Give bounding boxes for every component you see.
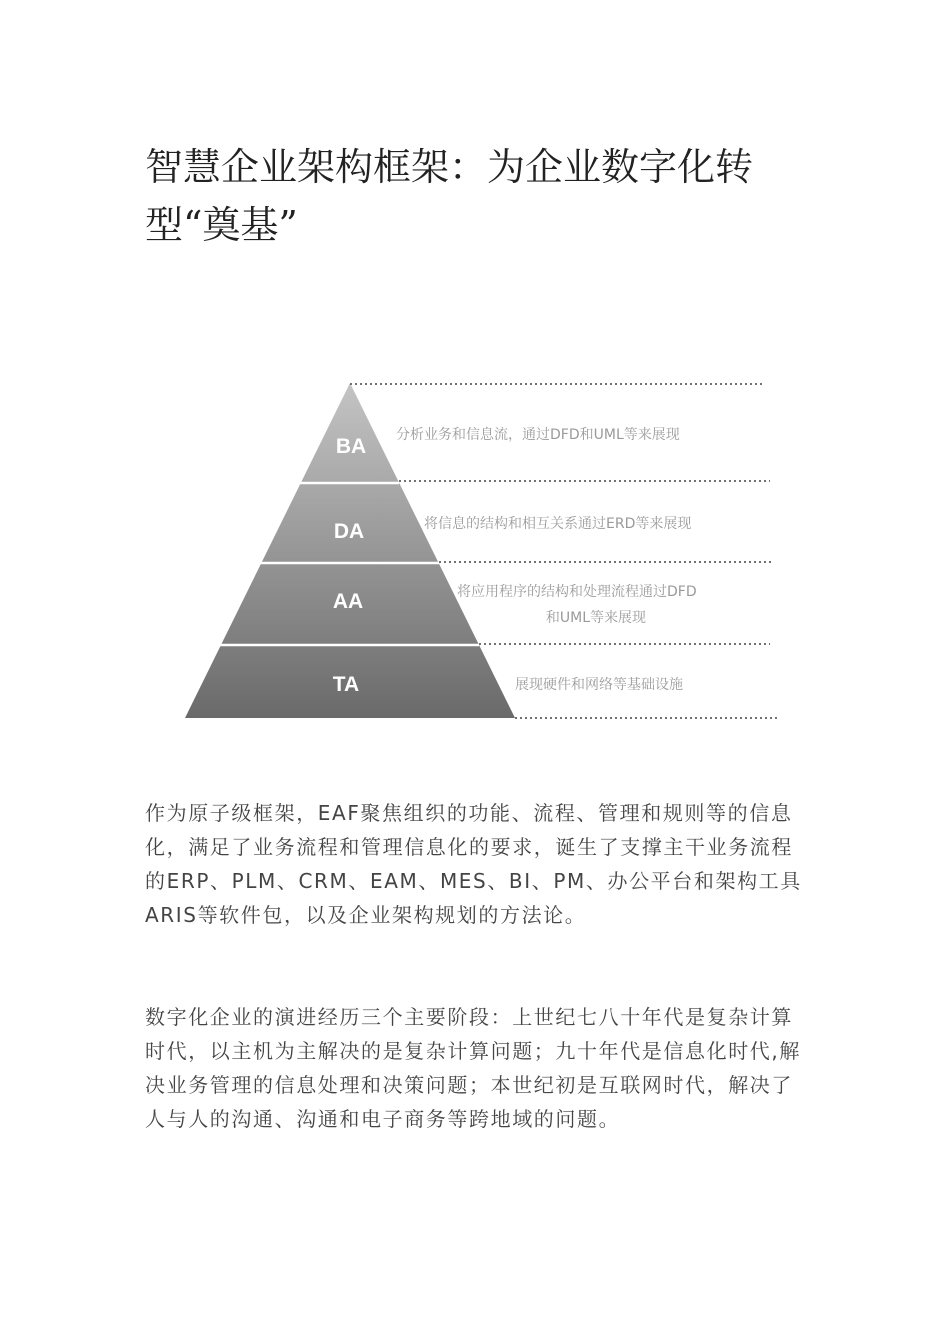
pyramid-diagram xyxy=(170,370,790,730)
page-title: 智慧企业架构框架：为企业数字化转型“奠基” xyxy=(145,145,754,247)
layer-label-ba: BA xyxy=(335,435,367,458)
layer-label-aa: AA xyxy=(332,590,364,613)
layer-label-da: DA xyxy=(333,520,365,543)
layer-description-aa-line-1: 将应用程序的结构和处理流程通过DFD xyxy=(457,584,697,600)
architecture-pyramid-figure xyxy=(170,370,790,730)
layer-description-da: 将信息的结构和相互关系通过ERD等来展现 xyxy=(424,516,692,532)
layer-description-aa-line-2: 和UML等来展现 xyxy=(545,610,647,626)
body-paragraph-1: 作为原子级框架，EAF聚焦组织的功能、流程、管理和规则等的信息化，满足了业务流程和管理信息化的要求，诞生了支撑主干业务流程的ERP、PLM、CRM、EAM、MES、BI、PM、办公平台和架构工具ARIS等软件包，以及企业架构规划的方法论。 xyxy=(145,801,802,927)
layer-description-ba: 分析业务和信息流，通过DFD和UML等来展现 xyxy=(396,427,680,443)
layer-description-ta: 展现硬件和网络等基础设施 xyxy=(515,677,683,693)
body-paragraph-2: 数字化企业的演进经历三个主要阶段：上世纪七八十年代是复杂计算时代，以主机为主解决的是复杂计算问题；九十年代是信息化时代,解决业务管理的信息处理和决策问题；本世纪初是互联网时代，解决了人与人的沟通、沟通和电子商务等跨地域的问题。 xyxy=(145,1005,801,1131)
layer-label-ta: TA xyxy=(332,673,360,696)
